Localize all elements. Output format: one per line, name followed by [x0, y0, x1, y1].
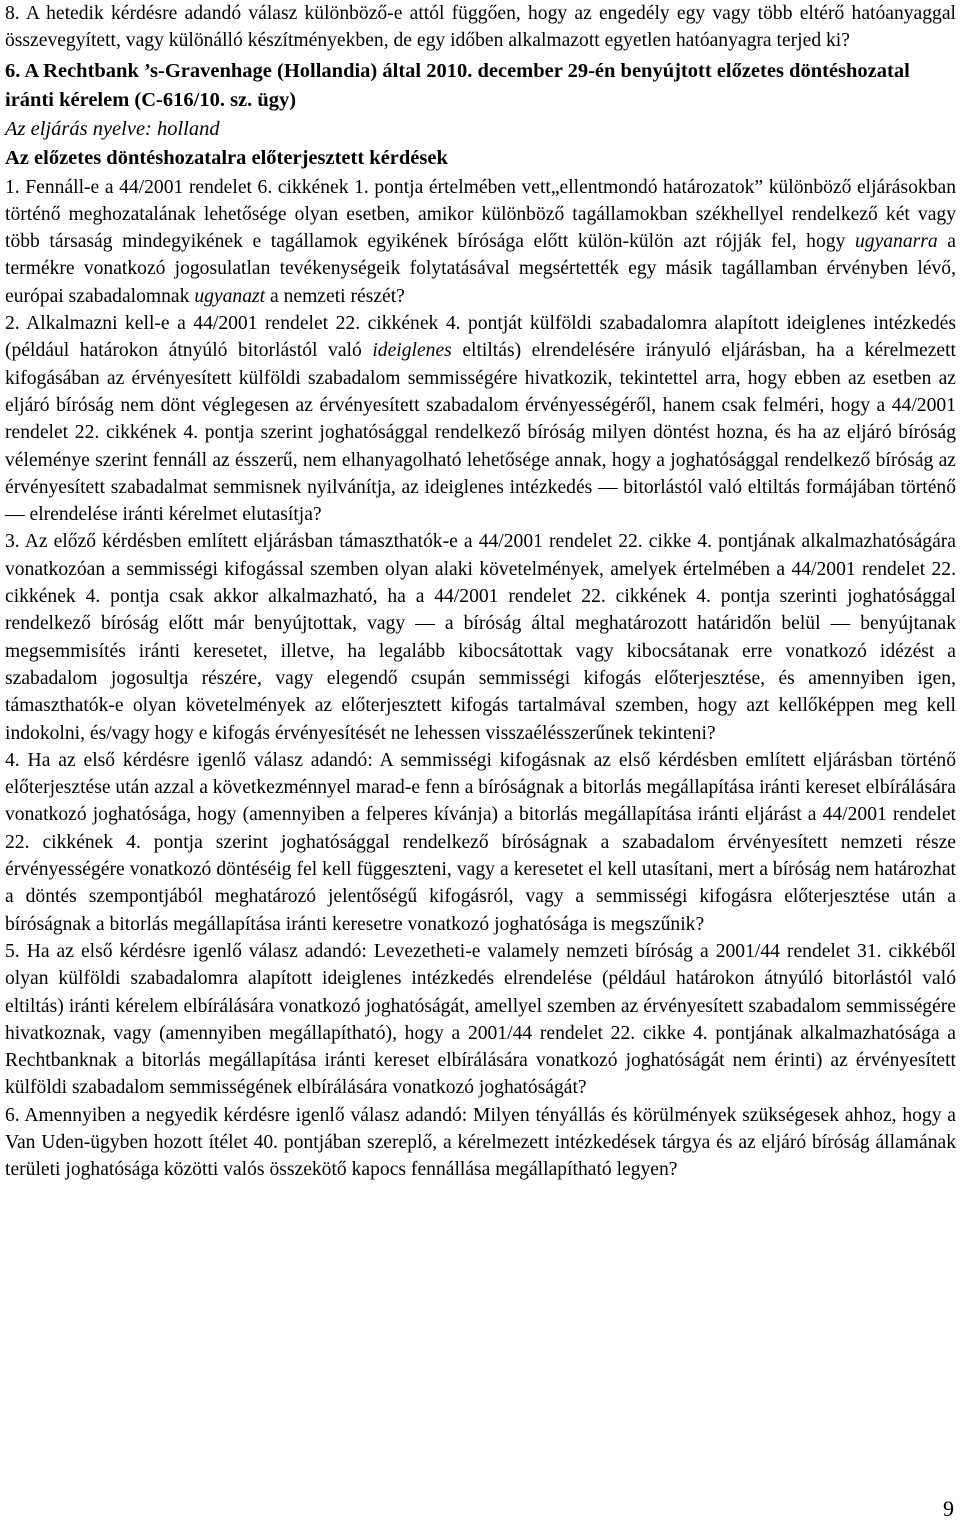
question-4: 4. Ha az első kérdésre igenlő válasz adandó: A semmisségi kifogásnak az első kérdésben említett eljárásban történő előterjesztése után azzal a következménnyel marad-e fenn a bíróságnak a bitorlás megállapítása iránti kereset elbírálására vonatkozó joghatósága, hogy (amennyiben a felperes kívánja) a bitorlás megállapítása iránti eljárást a 44/2001 rendelet 22. cikkének 4. pontja szerint joghatósággal rendelkező bíróságnak a szabadalom érvényesített nemzeti része érvényességére vonatkozó döntéséig fel kell függeszteni, vagy a keresetet el kell utasítani, mert a bíróság nem határozhat a döntés szempontjából meghatározó jelentőségű kifogásról, vagy a semmisségi kifogásra előterjesztése után a bíróságnak a bitorlás megállapítása iránti keresetre vonatkozó joghatósága is megszűnik? [5, 749, 956, 935]
intro-paragraph: 8. A hetedik kérdésre adandó válasz különböző-e attól függően, hogy az engedély egy vagy több eltérő hatóanyaggal összevegyített, vagy különálló készítményekben, de egy időben alkalmazott egyetlen hatóanyagra terjed ki? [5, 3, 956, 52]
case-title: 6. A Rechtbank ’s-Gravenhage (Hollandia) által 2010. december 29-én benyújtott előzetes döntéshozatal iránti kérelem (C-616/10. sz. ügy) [5, 59, 910, 111]
question-3: 3. Az előző kérdésben említett eljárásban támaszthatók-e a 44/2001 rendelet 22. cikke 4. pontjának alkalmazhatóságára vonatkozóan a semmisségi kifogással szemben olyan alaki követelmények, amelyek értelmében a 44/2001 rendelet 22. cikkének 4. pontja csak akkor alkalmazható, ha a 44/2001 rendelet 22. cikkének 4. pontja szerinti joghatósággal rendelkező bíróság előtt már benyújtottak, vagy — a bíróság által meghatározott határidőn belül — benyújtanak megsemmisítés iránti keresetet, illetve, ha legalább kibocsátottak vagy kibocsátanak erre vonatkozó idézést a szabadalom jogosultja részére, vagy elegendő csupán semmisségi kifogás előterjesztése, és amennyiben igen, támaszthatók-e olyan követelmények az előterjesztett kifogás tartalmával szemben, hogy azt kellőképpen meg kell indokolni, és/vagy hogy e kifogás érvényesítését ne lehessen visszaélésszerűnek tekinteni? [5, 531, 956, 744]
question-2-italic: ideiglenes [372, 340, 452, 362]
question-2-text-a: 2. Alkalmazni kell-e a 44/2001 rendelet 22. cikkének 4. pontját külföldi szabadalomra alapított ideiglenes intézkedés (például határokon átnyúló bitorlástól való [5, 313, 956, 362]
page-number: 9 [943, 1496, 954, 1521]
question-2 [5, 310, 956, 528]
question-5: 5. Ha az első kérdésre igenlő válasz adandó: Levezetheti-e valamely nemzeti bíróság a 2001/44 rendelet 31. cikkéből olyan külföldi szabadalomra alapított ideiglenes intézkedés elrendelése (például határokon átnyúló bitorlástól való eltiltás) iránti kérelem elbírálására vonatkozó joghatóságát, amellyel szemben az érvényesített szabadalom semmisségére hivatkoznak, vagy (amennyiben megállapítható), hogy a 2001/44 rendelet 22. cikke 4. pontjának alkalmazhatósága a Rechtbanknak a bitorlás megállapítása iránti kereset elbírálására vonatkozó joghatóságát nem érinti) az érvényesített külföldi szabadalom semmisségének elbírálására vonatkozó joghatóságát? [5, 940, 956, 1099]
document-page [5, 0, 956, 1184]
procedure-language: Az eljárás nyelve: holland [5, 117, 220, 140]
question-2-text-b: eltiltás) elrendelésére irányuló eljárásban, ha a kérelmezett kifogásában az érvényesített külföldi szabadalom semmisségére hivatkozik, tekintettel arra, hogy ebben az esetben az eljáró bíróság nem dönt véglegesen az érvényesített szabadalom érvényességéről, hanem csak felméri, hogy a 44/2001 rendelet 22. cikkének 4. pontja szerint joghatósággal rendelkező bíróság milyen döntést hozna, és ha az eljáró bíróság véleménye szerint fennáll az ésszerű, nem elhanyagolható lehetősége annak, hogy a joghatósággal rendelkező bíróság az érvényesített szabadalmat semmisnek nyilvánítja, az ideiglenes intézkedés — bitorlástól való eltiltás formájában történő — elrendelése iránti kérelmet elutasítja? [5, 340, 956, 526]
question-6: 6. Amennyiben a negyedik kérdésre igenlő válasz adandó: Milyen tényállás és körülmények szükségesek ahhoz, hogy a Van Uden-ügyben hozott ítélet 40. pontjában szereplő, a kérelmezett intézkedések tárgya és az eljáró bíróság államának területi joghatósága közötti valós összekötő kapocs fennállása megállapítható legyen? [5, 1104, 956, 1181]
question-1-text-c: a nemzeti részét? [265, 285, 405, 307]
question-1-text-a: 1. Fennáll-e a 44/2001 rendelet 6. cikkének 1. pontja értelmében vett„ellentmondó határozatok” különböző eljárásokban történő meghozatalának lehetősége olyan esetben, amikor különböző tagállamokban székhellyel rendelkező két vagy több társaság mindegyikének e tagállamok egyikének bírósága előtt külön-külön azt rójják fel, hogy [5, 176, 956, 253]
question-1-text-b: a termékre vonatkozó jogosulatlan tevékenységeik folytatásával megsértették egy másik tagállamban érvényben lévő, európai szabadalomnak [5, 231, 956, 307]
questions-heading: Az előzetes döntéshozatalra előterjesztett kérdések [5, 146, 448, 169]
question-1-italic-b: ugyanazt [194, 285, 266, 307]
question-1 [5, 173, 956, 310]
question-1-italic-a: ugyanarra [854, 231, 938, 253]
